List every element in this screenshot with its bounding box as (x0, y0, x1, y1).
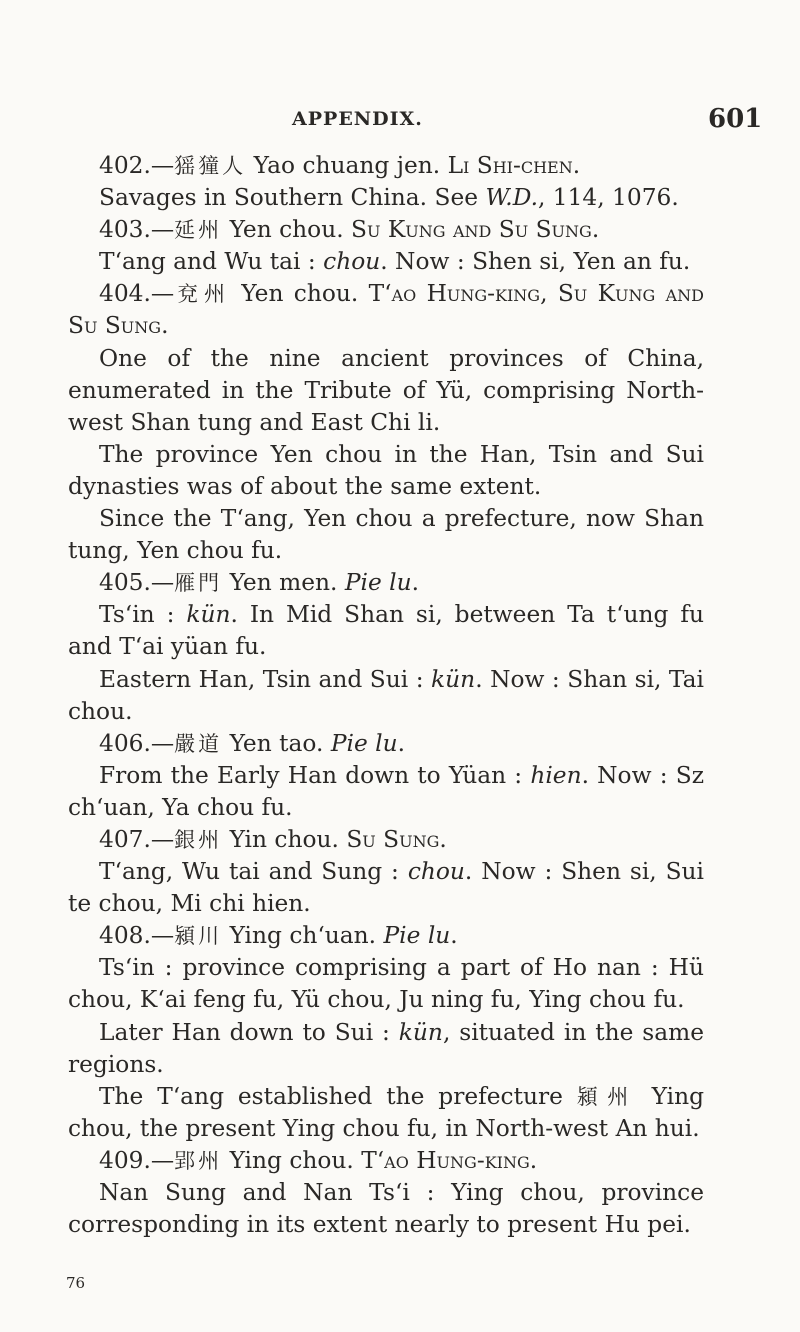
entry-406: 406.—嚴道 Yen tao. Pie lu. (99, 729, 405, 757)
entry-408: 408.—潁川 Ying ch‘uan. Pie lu. (99, 922, 458, 950)
entry-403: 403.—延州 Yen chou. Su Kung and Su Sung. (99, 216, 600, 244)
page-number: 601 (708, 104, 763, 134)
paragraph: Nan Sung and Nan Ts‘i : Ying chou, province corresponding in its extent nearly to present Hu pei. (68, 1179, 704, 1239)
paragraph: T‘ang and Wu tai : chou. Now : Shen si, Yen an fu. (99, 248, 691, 276)
source: Pie lu (344, 569, 412, 597)
running-title: APPENDIX. (292, 108, 423, 130)
author: T‘ao Hung-king (361, 1146, 530, 1174)
chinese-characters: 潁州 (576, 1084, 638, 1109)
paragraph: One of the nine ancient provinces of China, enumerated in the Tribute of Yü, comprising North-west Shan tung and East Chi li. (68, 344, 704, 436)
paragraph: Eastern Han, Tsin and Sui : kün. Now : Shan si, Tai chou. (68, 665, 705, 725)
paragraph: Since the T‘ang, Yen chou a prefecture, now Shan tung, Yen chou fu. (68, 505, 704, 565)
entry-409: 409.—郢州 Ying chou. T‘ao Hung-king. (99, 1146, 538, 1174)
source: Pie lu (330, 729, 398, 757)
paragraph: Later Han down to Sui : kün, situated in the same regions. (68, 1018, 704, 1078)
author: Su Sung (346, 825, 440, 853)
chinese-characters: 郢州 (174, 1148, 223, 1173)
author: T‘ao Hung-king, Su Kung and Su Sung (68, 280, 704, 340)
entry-404: 404.—兗州 Yen chou. T‘ao Hung-king, Su Kung and Su Sung. (68, 280, 704, 340)
chinese-characters: 兗州 (174, 282, 231, 307)
paragraph: From the Early Han down to Yüan : hien. Now : Sz ch‘uan, Ya chou fu. (68, 761, 704, 821)
chinese-characters: 銀州 (174, 827, 223, 852)
author: Su Kung and Su Sung (351, 216, 592, 244)
chinese-characters: 潁川 (174, 924, 223, 949)
chinese-characters: 猺獞人 (174, 154, 247, 178)
paragraph: T‘ang, Wu tai and Sung : chou. Now : Shen si, Sui te chou, Mi chi hien. (68, 858, 704, 918)
source: Pie lu (383, 922, 451, 950)
chinese-characters: 嚴道 (174, 731, 223, 756)
paragraph: Ts‘in : kün. In Mid Shan si, between Ta t‘ung fu and T‘ai yüan fu. (68, 601, 704, 661)
author: Li Shi-chen (447, 152, 573, 179)
body-text (68, 150, 704, 1241)
paragraph: Savages in Southern China. See W.D., 114, 1076. (99, 184, 679, 212)
paragraph: The T‘ang established the prefecture 潁州 Ying chou, the present Ying chou fu, in North-west An hui. (68, 1082, 704, 1142)
chinese-characters: 延州 (174, 218, 223, 243)
entry-402: 402.—猺獞人 Yao chuang jen. Li Shi-chen. (99, 152, 581, 179)
chinese-characters: 雁門 (174, 571, 223, 596)
entry-407: 407.—銀州 Yin chou. Su Sung. (99, 825, 447, 853)
signature-mark: 76 (66, 1274, 86, 1292)
entry-405: 405.—雁門 Yen men. Pie lu. (99, 569, 420, 597)
paragraph: Ts‘in : province comprising a part of Ho nan : Hü chou, K‘ai feng fu, Yü chou, Ju ning fu, Ying chou fu. (68, 954, 704, 1014)
paragraph: The province Yen chou in the Han, Tsin and Sui dynasties was of about the same extent. (68, 440, 704, 500)
page-header (0, 104, 800, 136)
